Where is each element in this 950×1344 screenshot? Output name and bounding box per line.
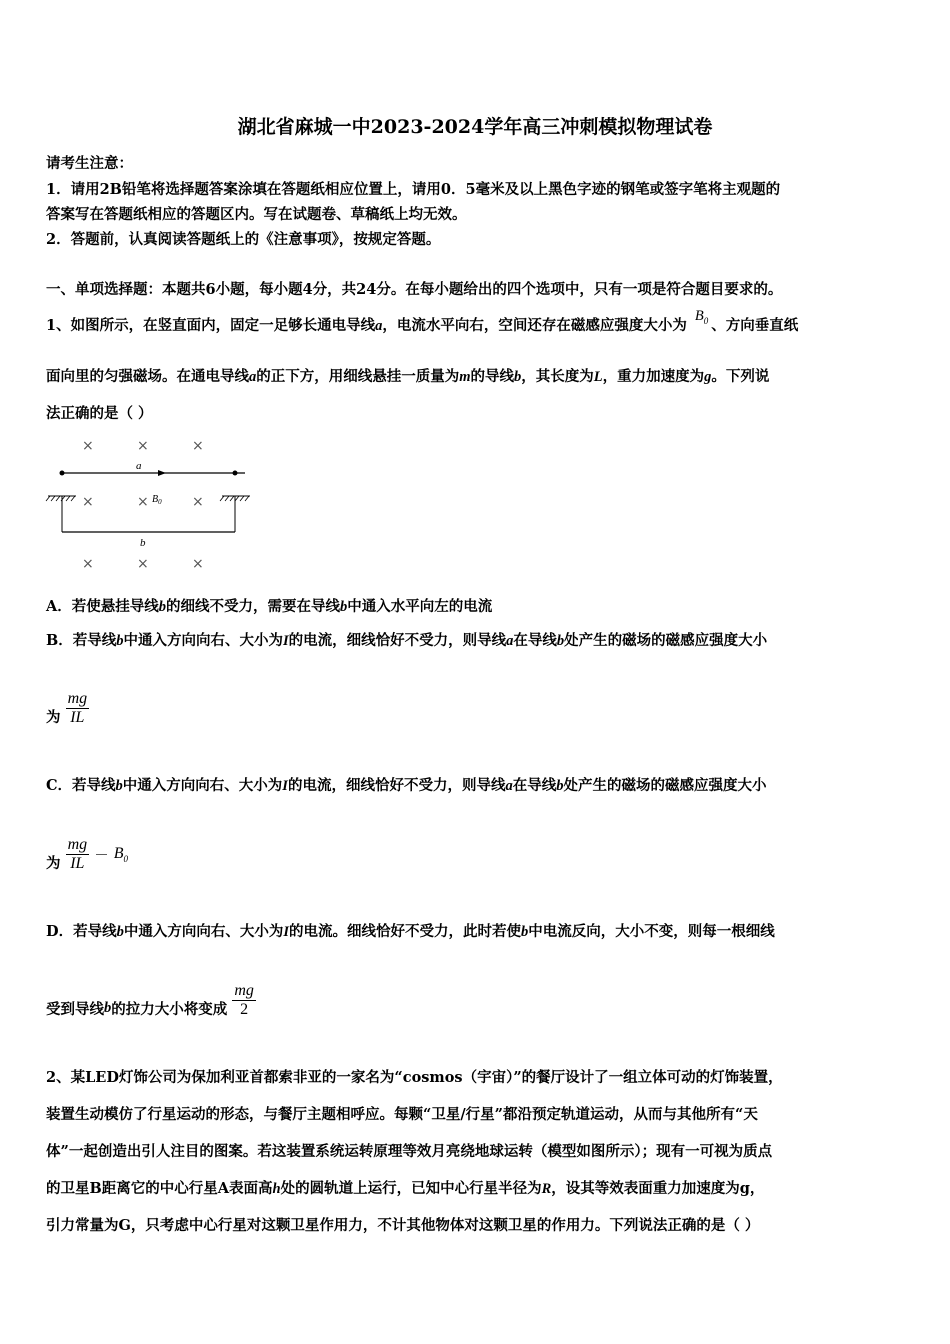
field-cross: ×	[137, 556, 149, 572]
field-cross: ×	[192, 556, 204, 572]
field-cross: ×	[192, 438, 204, 454]
q2-line-3: 体”一起创造出引人注目的图案。若这装置系统运转原理等效月亮绕地球运转（模型如图所示）；现有一可视为质点	[46, 1143, 773, 1160]
field-cross: ×	[192, 494, 204, 510]
q2-line-1: 2、某LED灯饰公司为保加利亚首都索非亚的一家名为“cosmos（宇宙）”的餐厅设计了一组立体可动的灯饰装置，	[46, 1069, 783, 1086]
q1-option-c-line-2: 为 $\frac{mg}{IL}$ － $B_0$	[46, 836, 129, 872]
field-cross: ×	[137, 494, 149, 510]
q1-option-d-line-1: D．若导线b中通入方向向右、大小为I的电流。细线恰好不受力，此时若使b中电流反向，大小不变，则每一根细线	[46, 923, 775, 940]
q1-option-a: A．若使悬挂导线b的细线不受力，需要在导线b中通入水平向左的电流	[46, 598, 493, 615]
q1-option-c-line-1: C．若导线b中通入方向向右、大小为I的电流，细线恰好不受力，则导线a在导线b处产生的磁场的磁感应强度大小	[46, 777, 767, 794]
q2-line-5: 引力常量为G，只考虑中心行星对这颗卫星作用力，不计其他物体对这颗卫星的作用力。下列说法正确的是（ ）	[46, 1217, 760, 1234]
notice-line-2: 2．答题前，认真阅读答题纸上的《注意事项》，按规定答题。	[46, 231, 441, 248]
fraction-mg-il: $\frac{mg}{IL}$	[67, 836, 88, 872]
q1-figure	[40, 430, 260, 575]
q1-line-3: 法正确的是（ ）	[46, 405, 153, 422]
q1-line-1: 1、如图所示，在竖直面内，固定一足够长通电导线a，电流水平向右，空间还存在磁感应强度大小为 $B_0$ 、方向垂直纸	[46, 308, 799, 334]
page-title: 湖北省麻城一中2023-2024学年高三冲刺模拟物理试卷	[237, 116, 713, 138]
fraction-mg-il: $\frac{mg}{IL}$	[67, 690, 88, 726]
q1-option-b-line-1: B．若导线b中通入方向向右、大小为I的电流，细线恰好不受力，则导线a在导线b处产生的磁场的磁感应强度大小	[46, 632, 768, 649]
section-heading: 一、单项选择题：本题共6小题，每小题4分，共24分。在每小题给出的四个选项中，只有一项是符合题目要求的。	[46, 281, 783, 298]
b0-symbol: $B_0$	[113, 844, 129, 865]
label-b: b	[140, 537, 146, 549]
label-a: a	[136, 460, 142, 472]
b0-symbol: $B_0$	[694, 308, 709, 326]
q1-option-b-line-2: 为 $\frac{mg}{IL}$	[46, 690, 88, 726]
notice-heading: 请考生注意：	[46, 155, 133, 172]
field-cross: ×	[82, 494, 94, 510]
field-cross: ×	[82, 556, 94, 572]
field-cross: ×	[82, 438, 94, 454]
q1-line-2: 面向里的匀强磁场。在通电导线a的正下方，用细线悬挂一质量为m的导线b，其长度为L，重力加速度为g。下列说	[46, 368, 770, 385]
fraction-mg-2: $\frac{mg}{2}$	[234, 982, 254, 1018]
q1-option-d-line-2: 受到导线b的拉力大小将变成 $\frac{mg}{2}$	[46, 982, 254, 1018]
q2-line-4: 的卫星B距离它的中心行星A表面高h处的圆轨道上运行，已知中心行星半径为R，设其等效表面重力加速度为g，	[46, 1180, 765, 1197]
q2-line-2: 装置生动模仿了行星运动的形态，与餐厅主题相呼应。每颗“卫星/行星”都沿预定轨道运动，从而与其他所有“天	[46, 1106, 758, 1123]
notice-line-1b: 答案写在答题纸相应的答题区内。写在试题卷、草稿纸上均无效。	[46, 206, 467, 223]
current-arrow	[158, 470, 166, 476]
notice-line-1a: 1．请用2B铅笔将选择题答案涂填在答题纸相应位置上，请用0．5毫米及以上黑色字迹的钢笔或签字笔将主观题的	[46, 181, 781, 198]
field-cross: ×	[137, 438, 149, 454]
label-b0: $B_0$	[152, 494, 162, 506]
